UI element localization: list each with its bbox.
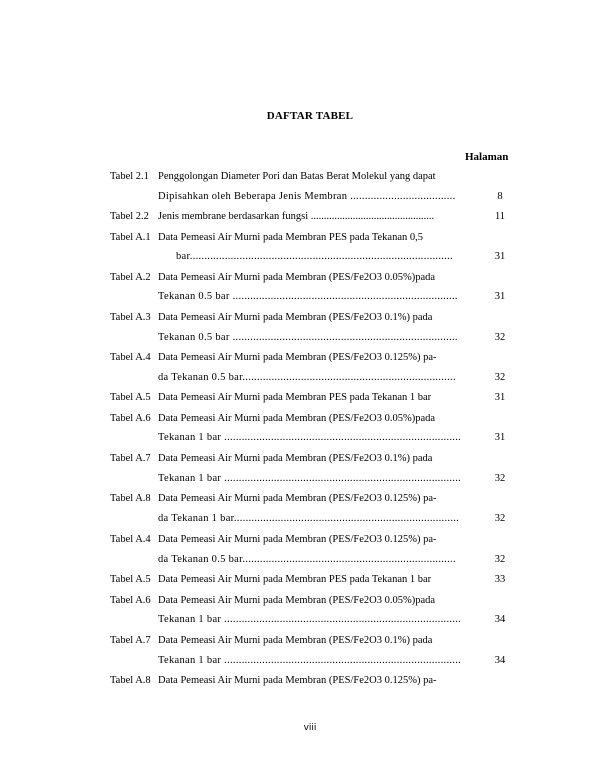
table-entry-label: Tabel A.6 <box>110 595 151 606</box>
table-entry-label: Tabel 2.1 <box>110 171 149 182</box>
table-entry-label: Tabel A.5 <box>110 392 151 403</box>
table-entry <box>110 231 515 245</box>
table-entry-label: Tabel A.8 <box>110 675 151 686</box>
table-entry-title: Data Pemeasi Air Murni pada Membran (PES/Fe2O3 0.1%) pada <box>158 635 433 646</box>
table-entry-continuation <box>110 250 515 264</box>
table-entry-title-continued: Dipisahkan oleh Beberapa Jenis Membran .................................... <box>158 191 456 202</box>
table-entry <box>110 573 515 587</box>
table-entry <box>110 210 515 224</box>
table-entry-continuation <box>110 472 515 486</box>
table-entry-title: Data Pemeasi Air Murni pada Membran (PES/Fe2O3 0.05%)pada <box>158 595 436 606</box>
table-entry-page: 32 <box>494 332 506 343</box>
table-entry-page: 31 <box>494 392 506 403</box>
page-number: viii <box>303 723 317 733</box>
table-entry-page: 11 <box>494 211 506 222</box>
table-entry <box>110 533 515 547</box>
table-entry-continuation <box>110 290 515 304</box>
table-entry-title: Data Pemeasi Air Murni pada Membran (PES/Fe2O3 0.05%)pada <box>158 272 436 283</box>
table-entry-title-continued: da Tekanan 0.5 bar......................................................................... <box>158 554 456 565</box>
table-entry-page: 32 <box>494 372 506 383</box>
table-entry <box>110 271 515 285</box>
table-entry-page: 34 <box>494 655 506 666</box>
table-entry <box>110 311 515 325</box>
table-entry-title-continued: da Tekanan 0.5 bar......................................................................... <box>158 372 456 383</box>
table-entry-title-continued: Tekanan 0.5 bar ............................................................................. <box>158 332 458 343</box>
table-entry-label: Tabel A.7 <box>110 453 151 464</box>
table-entry-title: Data Pemeasi Air Murni pada Membran (PES/Fe2O3 0.125%) pa- <box>158 534 437 545</box>
table-entry-label: Tabel A.7 <box>110 635 151 646</box>
table-entry <box>110 594 515 608</box>
table-entry-label: Tabel A.6 <box>110 413 151 424</box>
table-entry-label: Tabel A.4 <box>110 352 151 363</box>
table-entry-page: 31 <box>494 291 506 302</box>
table-entry <box>110 674 515 688</box>
table-entry-title-continued: da Tekanan 1 bar............................................................................. <box>158 513 460 524</box>
table-entry-title-continued: Tekanan 1 bar ................................................................................. <box>158 473 462 484</box>
table-entry <box>110 452 515 466</box>
table-entry-title: Data Pemeasi Air Murni pada Membran (PES/Fe2O3 0.1%) pada <box>158 453 433 464</box>
table-entry-page: 34 <box>494 614 506 625</box>
table-entry-continuation <box>110 613 515 627</box>
table-entry-label: Tabel A.3 <box>110 312 151 323</box>
table-entry-label: Tabel A.5 <box>110 574 151 585</box>
table-entry-title: Data Pemeasi Air Murni pada Membran (PES/Fe2O3 0.05%)pada <box>158 413 436 424</box>
page-column-header: Halaman <box>465 151 509 163</box>
table-entry-continuation <box>110 512 515 526</box>
table-entry-page: 31 <box>494 432 506 443</box>
table-entry-title: Jenis membrane berdasarkan fungsi ............................................... <box>158 211 435 222</box>
table-entry-continuation <box>110 190 515 204</box>
table-entry-title: Data Pemeasi Air Murni pada Membran PES pada Tekanan 1 bar <box>158 392 432 403</box>
table-entry-page: 31 <box>494 251 506 262</box>
table-entry-title-continued: Tekanan 0.5 bar ............................................................................. <box>158 291 458 302</box>
table-entry-page: 32 <box>494 513 506 524</box>
table-entry-title: Data Pemeasi Air Murni pada Membran PES pada Tekanan 0,5 <box>158 232 424 243</box>
table-entry-label: Tabel A.4 <box>110 534 151 545</box>
table-entry <box>110 351 515 365</box>
table-entry-continuation <box>110 654 515 668</box>
table-entry-label: Tabel A.1 <box>110 232 151 243</box>
table-entry-page: 8 <box>497 191 503 202</box>
table-entry <box>110 170 515 184</box>
table-entry-label: Tabel A.8 <box>110 493 151 504</box>
table-entry-title: Data Pemeasi Air Murni pada Membran (PES/Fe2O3 0.125%) pa- <box>158 352 437 363</box>
document-title: DAFTAR TABEL <box>266 110 354 122</box>
table-entry-continuation <box>110 431 515 445</box>
table-entry-label: Tabel A.2 <box>110 272 151 283</box>
table-entry-title: Data Pemeasi Air Murni pada Membran (PES/Fe2O3 0.125%) pa- <box>158 675 437 686</box>
table-entry-continuation <box>110 371 515 385</box>
table-entry-title-continued: Tekanan 1 bar ................................................................................. <box>158 614 462 625</box>
table-entry <box>110 492 515 506</box>
table-entry-title-continued: bar.......................................................................................... <box>176 251 453 262</box>
table-entry <box>110 634 515 648</box>
table-entry-page: 32 <box>494 473 506 484</box>
table-entry-label: Tabel 2.2 <box>110 211 149 222</box>
table-entry <box>110 391 515 405</box>
table-entry-title: Data Pemeasi Air Murni pada Membran (PES/Fe2O3 0.1%) pada <box>158 312 433 323</box>
table-entry <box>110 412 515 426</box>
table-entry-continuation <box>110 331 515 345</box>
table-entry-page: 32 <box>494 554 506 565</box>
table-entry-title: Penggolongan Diameter Pori dan Batas Berat Molekul yang dapat <box>158 171 436 182</box>
table-entry-title-continued: Tekanan 1 bar ................................................................................. <box>158 432 462 443</box>
table-entry-title: Data Pemeasi Air Murni pada Membran (PES/Fe2O3 0.125%) pa- <box>158 493 437 504</box>
table-entry-title: Data Pemeasi Air Murni pada Membran PES pada Tekanan 1 bar <box>158 574 432 585</box>
table-entry-continuation <box>110 553 515 567</box>
table-entry-title-continued: Tekanan 1 bar ................................................................................. <box>158 655 462 666</box>
table-entry-page: 33 <box>494 574 506 585</box>
